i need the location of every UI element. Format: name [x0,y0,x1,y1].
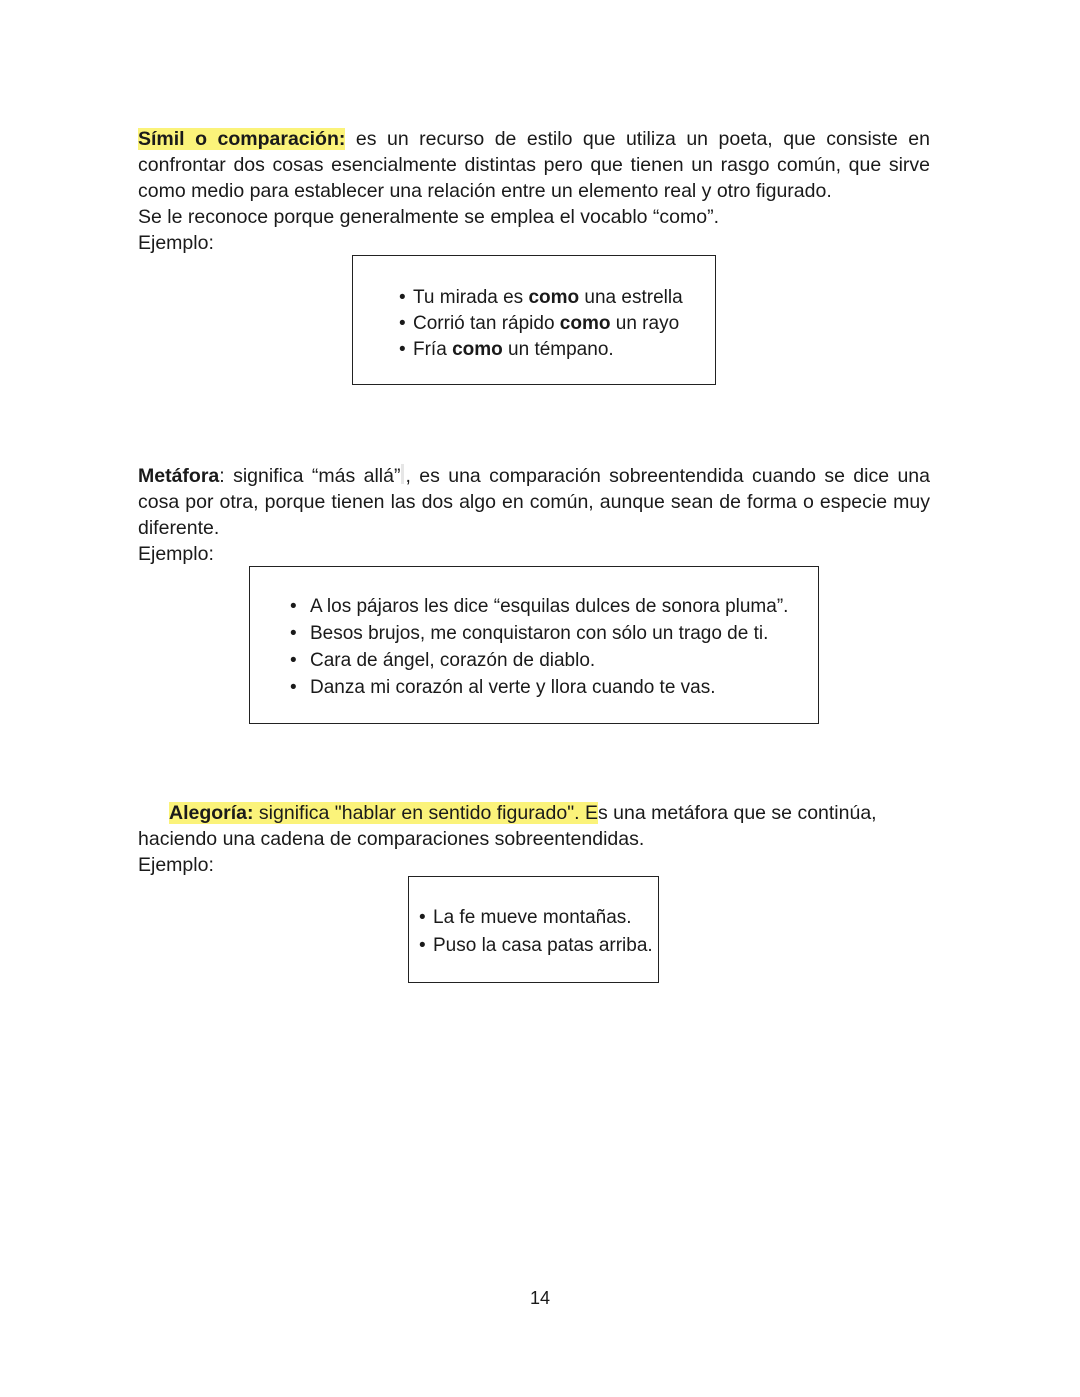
example-text: Fría [413,339,453,360]
simil-example-label: Ejemplo: [138,232,214,254]
metafora-definition-a: : significa “más allá” [219,465,401,487]
list-item [399,285,715,311]
example-keyword: como [452,339,503,360]
list-item: • Besos brujos, me conquistaron con sólo un trago de ti. [290,620,818,647]
simil-term: Símil o comparación: [138,128,346,150]
simil-example-box [352,255,716,385]
page-number: 14 [529,1288,551,1308]
list-item: • Danza mi corazón al verte y llora cuando te vas. [290,674,818,701]
metafora-example-list [290,593,818,701]
alegoria-highlight: significa "hablar en sentido figurado". E [253,802,598,824]
example-text: una estrella [579,287,683,308]
simil-example-list [399,285,715,363]
list-item: • La fe mueve montañas. [419,904,658,932]
metafora-paragraph [138,463,930,541]
metafora-example-box [249,566,819,724]
example-text: un témpano. [502,339,614,360]
list-item [399,311,715,337]
metafora-term: Metáfora [138,465,220,487]
example-text: Corrió tan rápido [413,313,560,334]
metafora-definition-b: , es una comparación sobreentendida cuando se dice una cosa por otra, porque tienen las dos algo en común, aunque sean de forma o especie muy diferente. [138,465,930,539]
alegoria-example-label: Ejemplo: [138,854,214,876]
list-item: • Cara de ángel, corazón de diablo. [290,647,818,674]
example-text: un rayo [610,313,680,334]
alegoria-example-box [408,876,659,983]
list-item: • A los pájaros les dice “esquilas dulces de sonora pluma”. [290,593,818,620]
list-item [399,337,715,363]
alegoria-paragraph [138,800,930,852]
alegoria-term: Alegoría: [169,802,254,824]
example-text: Tu mirada es [413,287,529,308]
simil-note: Se le reconoce porque generalmente se emplea el vocablo “como”. [138,206,720,228]
simil-paragraph [138,126,930,204]
metafora-example-label: Ejemplo: [138,543,214,565]
alegoria-definition: s una metáfora que se continúa, haciendo una cadena de comparaciones sobreentendidas. [138,802,877,850]
example-keyword: como [559,313,611,334]
simil-definition: es un recurso de estilo que utiliza un poeta, que consiste en confrontar dos cosas esencialmente distintas pero que tienen un rasgo común, que sirve como medio para establecer una relación entre un elemento real y otro figurado. [138,128,930,202]
alegoria-example-list [419,904,658,960]
list-item: • Puso la casa patas arriba. [419,932,658,960]
example-keyword: como [528,287,580,308]
